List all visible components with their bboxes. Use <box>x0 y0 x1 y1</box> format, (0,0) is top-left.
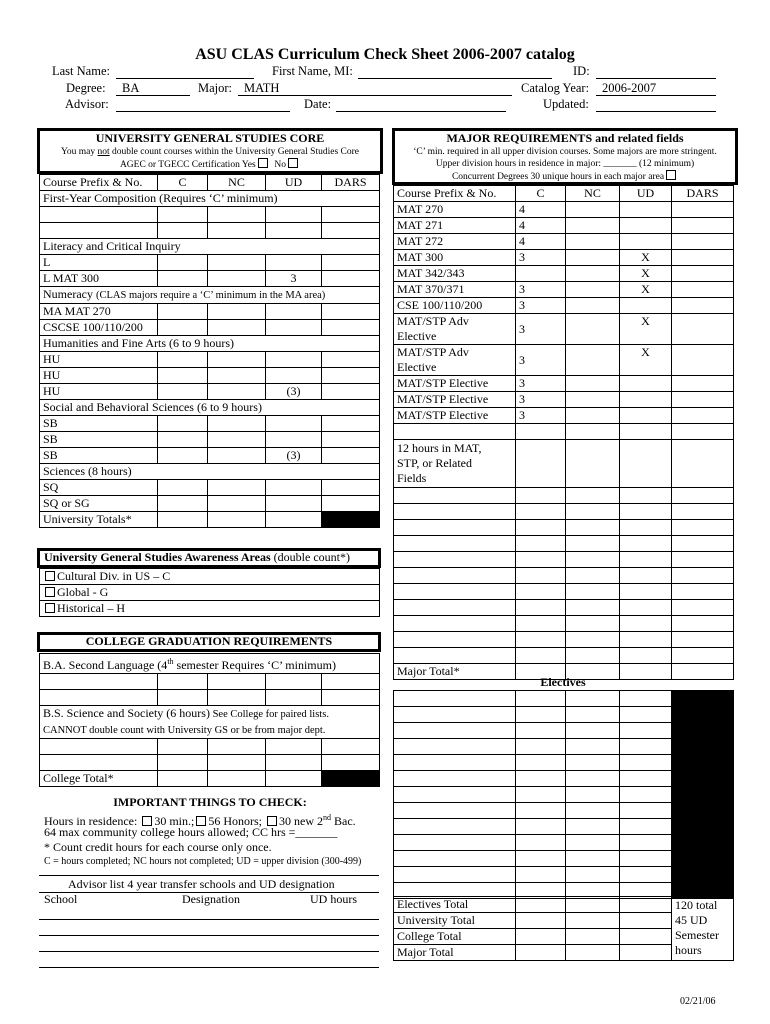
global-checkbox[interactable] <box>45 587 55 597</box>
university-totals: University Totals* <box>40 512 158 528</box>
footer-date: 02/21/06 <box>680 996 716 1007</box>
bs-science-society: B.S. Science and Society (6 hours) See College for paired lists. CANNOT double count with University GS or be from major dept. <box>40 706 380 739</box>
table-row: L MAT 300 3 <box>40 271 380 287</box>
advisor-field[interactable] <box>116 97 290 112</box>
table-row <box>40 255 380 271</box>
updated-label: Updated: <box>543 97 589 111</box>
table-row <box>40 175 380 191</box>
date-label: Date: <box>304 97 332 111</box>
table-row <box>40 239 380 255</box>
table-row: CSE 100/110/200 3 <box>394 298 734 314</box>
row-l1: L <box>40 255 158 271</box>
col-course: Course Prefix & No. <box>394 186 516 202</box>
university-total: University Total <box>394 913 516 929</box>
table-row <box>394 520 734 536</box>
major-heading: MAJOR REQUIREMENTS and related fields <box>446 131 684 145</box>
row-first-year-comp: First-Year Composition (Requires ‘C’ minimum) <box>40 191 380 207</box>
page-title: ASU CLAS Curriculum Check Sheet 2006-2007 catalog <box>195 46 575 63</box>
major-table <box>393 185 734 680</box>
table-row <box>394 504 734 520</box>
residence-line: Hours in residence: 30 min.; 56 Honors; 30 new 2nd Bac. <box>44 813 356 828</box>
col-ud: UD <box>266 175 322 191</box>
table-row: SB <box>40 416 380 432</box>
related-fields: 12 hours in MAT, STP, or Related Fields <box>394 440 516 488</box>
transfer-col-ud: UD hours <box>310 892 357 906</box>
table-row <box>394 584 734 600</box>
table-row <box>394 488 734 504</box>
table-row <box>394 897 734 913</box>
row-literacy: Literacy and Critical Inquiry <box>40 239 380 255</box>
table-row <box>40 755 380 771</box>
table-row <box>40 320 380 336</box>
awareness-global: Global - G <box>40 585 380 601</box>
table-row <box>394 186 734 202</box>
legend-line: C = hours completed; NC hours not completed; UD = upper division (300-499) <box>44 856 362 867</box>
electives-heading: Electives <box>540 675 586 689</box>
transfer-col-school: School <box>44 892 78 906</box>
table-row <box>40 223 380 239</box>
table-row: MAT/STP Adv Elective 3 X <box>394 314 734 345</box>
degree-label: Degree: <box>66 81 106 95</box>
table-row: SQ <box>40 480 380 496</box>
historical-checkbox[interactable] <box>45 603 55 613</box>
check-heading: IMPORTANT THINGS TO CHECK: <box>113 795 307 809</box>
major-note3: Concurrent Degrees 30 unique hours in each major area <box>395 170 735 183</box>
table-row <box>40 654 380 674</box>
table-row <box>40 512 380 528</box>
table-row <box>394 568 734 584</box>
concurrent-checkbox[interactable] <box>666 170 676 180</box>
row-social: Social and Behavioral Sciences (6 to 9 hours) <box>40 400 380 416</box>
table-row <box>40 207 380 223</box>
summary-hours: 120 total 45 UD Semester hours <box>672 897 734 961</box>
row-sciences: Sciences (8 hours) <box>40 464 380 480</box>
table-row: SB (3) <box>40 448 380 464</box>
no-checkbox[interactable] <box>288 158 298 168</box>
table-row <box>40 569 380 585</box>
table-row <box>394 536 734 552</box>
last-name-field[interactable] <box>116 64 254 79</box>
college-heading: COLLEGE GRADUATION REQUIREMENTS <box>85 634 333 648</box>
col-dars: DARS <box>322 175 380 191</box>
awareness-heading: University General Studies Awareness Areas (double count*) <box>44 550 350 564</box>
row-numeracy: Numeracy (CLAS majors require a ‘C’ minimum in the MA area) <box>40 287 380 304</box>
agec-note: AGEC or TGECC Certification Yes No <box>40 158 380 171</box>
awareness-cultural: Cultural Div. in US – C <box>40 569 380 585</box>
awareness-historical: Historical – H <box>40 601 380 617</box>
table-row <box>394 424 734 440</box>
table-row: MAT 300 3 X <box>394 250 734 266</box>
major-field[interactable]: MATH <box>238 81 512 96</box>
table-row <box>40 690 380 706</box>
cultural-checkbox[interactable] <box>45 571 55 581</box>
table-row <box>40 771 380 787</box>
transfer-heading: Advisor list 4 year transfer schools and UD designation <box>68 877 335 891</box>
yes-checkbox[interactable] <box>258 158 268 168</box>
col-c: C <box>516 186 566 202</box>
table-row: HU <box>40 352 380 368</box>
catalog-year-label: Catalog Year: <box>521 81 590 95</box>
table-row <box>40 287 380 304</box>
electives-total: Electives Total <box>394 897 516 913</box>
table-row: MAT 271 4 <box>394 218 734 234</box>
count-once-line: * Count credit hours for each course only once. <box>44 840 272 854</box>
table-row <box>40 336 380 352</box>
table-row: MAT 270 4 <box>394 202 734 218</box>
col-c: C <box>158 175 208 191</box>
table-row <box>394 600 734 616</box>
college-table <box>39 653 380 787</box>
college-total: College Total* <box>40 771 158 787</box>
row-ma: MA MAT 270 <box>40 304 158 320</box>
major-total: Major Total* <box>394 664 516 680</box>
major-label: Major: <box>198 81 233 95</box>
gen-studies-note: You may not double count courses within the University General Studies Core <box>61 147 359 157</box>
table-row <box>40 400 380 416</box>
row-l2: L MAT 300 <box>40 271 158 287</box>
transfer-col-designation: Designation <box>182 892 240 906</box>
id-label: ID: <box>573 64 590 78</box>
awareness-table <box>39 568 380 617</box>
table-row: HU <box>40 368 380 384</box>
table-row: HU (3) <box>40 384 380 400</box>
table-row: SQ or SG <box>40 496 380 512</box>
col-dars: DARS <box>672 186 734 202</box>
row-humanities: Humanities and Fine Arts (6 to 9 hours) <box>40 336 380 352</box>
table-row <box>394 648 734 664</box>
col-nc: NC <box>566 186 620 202</box>
gen-studies-heading: UNIVERSITY GENERAL STUDIES CORE <box>95 131 325 145</box>
community-college-line: 64 max community college hours allowed; CC hrs =_______ <box>44 825 338 839</box>
table-row: MAT 272 4 <box>394 234 734 250</box>
table-row: MAT 342/343 X <box>394 266 734 282</box>
id-field[interactable] <box>596 64 716 79</box>
electives-table <box>393 690 734 899</box>
advisor-label: Advisor: <box>65 97 109 111</box>
updated-field[interactable] <box>596 97 716 112</box>
degree-field[interactable]: BA <box>116 81 190 96</box>
first-name-label: First Name, MI: <box>272 64 353 78</box>
table-row <box>40 585 380 601</box>
catalog-year-field[interactable]: 2006-2007 <box>596 81 716 96</box>
col-ud: UD <box>620 186 672 202</box>
table-row: MAT/STP Elective 3 <box>394 392 734 408</box>
college-total-summary: College Total <box>394 929 516 945</box>
totals-table <box>393 896 734 961</box>
first-name-field[interactable] <box>358 64 552 79</box>
major-note2: Upper division hours in residence in major: _______ (12 minimum) <box>435 159 695 169</box>
table-row: MAT/STP Elective 3 <box>394 376 734 392</box>
table-row <box>40 706 380 739</box>
table-row: SB <box>40 432 380 448</box>
table-row: MAT/STP Adv Elective 3 X <box>394 345 734 376</box>
major-total-summary: Major Total <box>394 945 516 961</box>
table-row <box>394 440 734 488</box>
table-row: MAT 370/371 3 X <box>394 282 734 298</box>
table-row <box>394 632 734 648</box>
col-nc: NC <box>208 175 266 191</box>
col-course: Course Prefix & No. <box>40 175 158 191</box>
table-row <box>394 552 734 568</box>
last-name-label: Last Name: <box>52 64 110 78</box>
table-row <box>394 691 734 707</box>
date-field[interactable] <box>336 97 506 112</box>
table-row <box>40 304 380 320</box>
second-language: B.A. Second Language (4th semester Requires ‘C’ minimum) <box>40 654 380 674</box>
row-cs: CSCSE 100/110/200 <box>40 320 158 336</box>
table-row: MAT/STP Elective 3 <box>394 408 734 424</box>
major-note1: ‘C’ min. required in all upper division courses. Some majors are more stringent. <box>413 147 717 157</box>
table-row <box>394 616 734 632</box>
table-row <box>40 674 380 690</box>
gen-studies-table <box>39 174 380 528</box>
table-row <box>40 191 380 207</box>
table-row <box>40 601 380 617</box>
table-row <box>40 739 380 755</box>
table-row <box>40 464 380 480</box>
